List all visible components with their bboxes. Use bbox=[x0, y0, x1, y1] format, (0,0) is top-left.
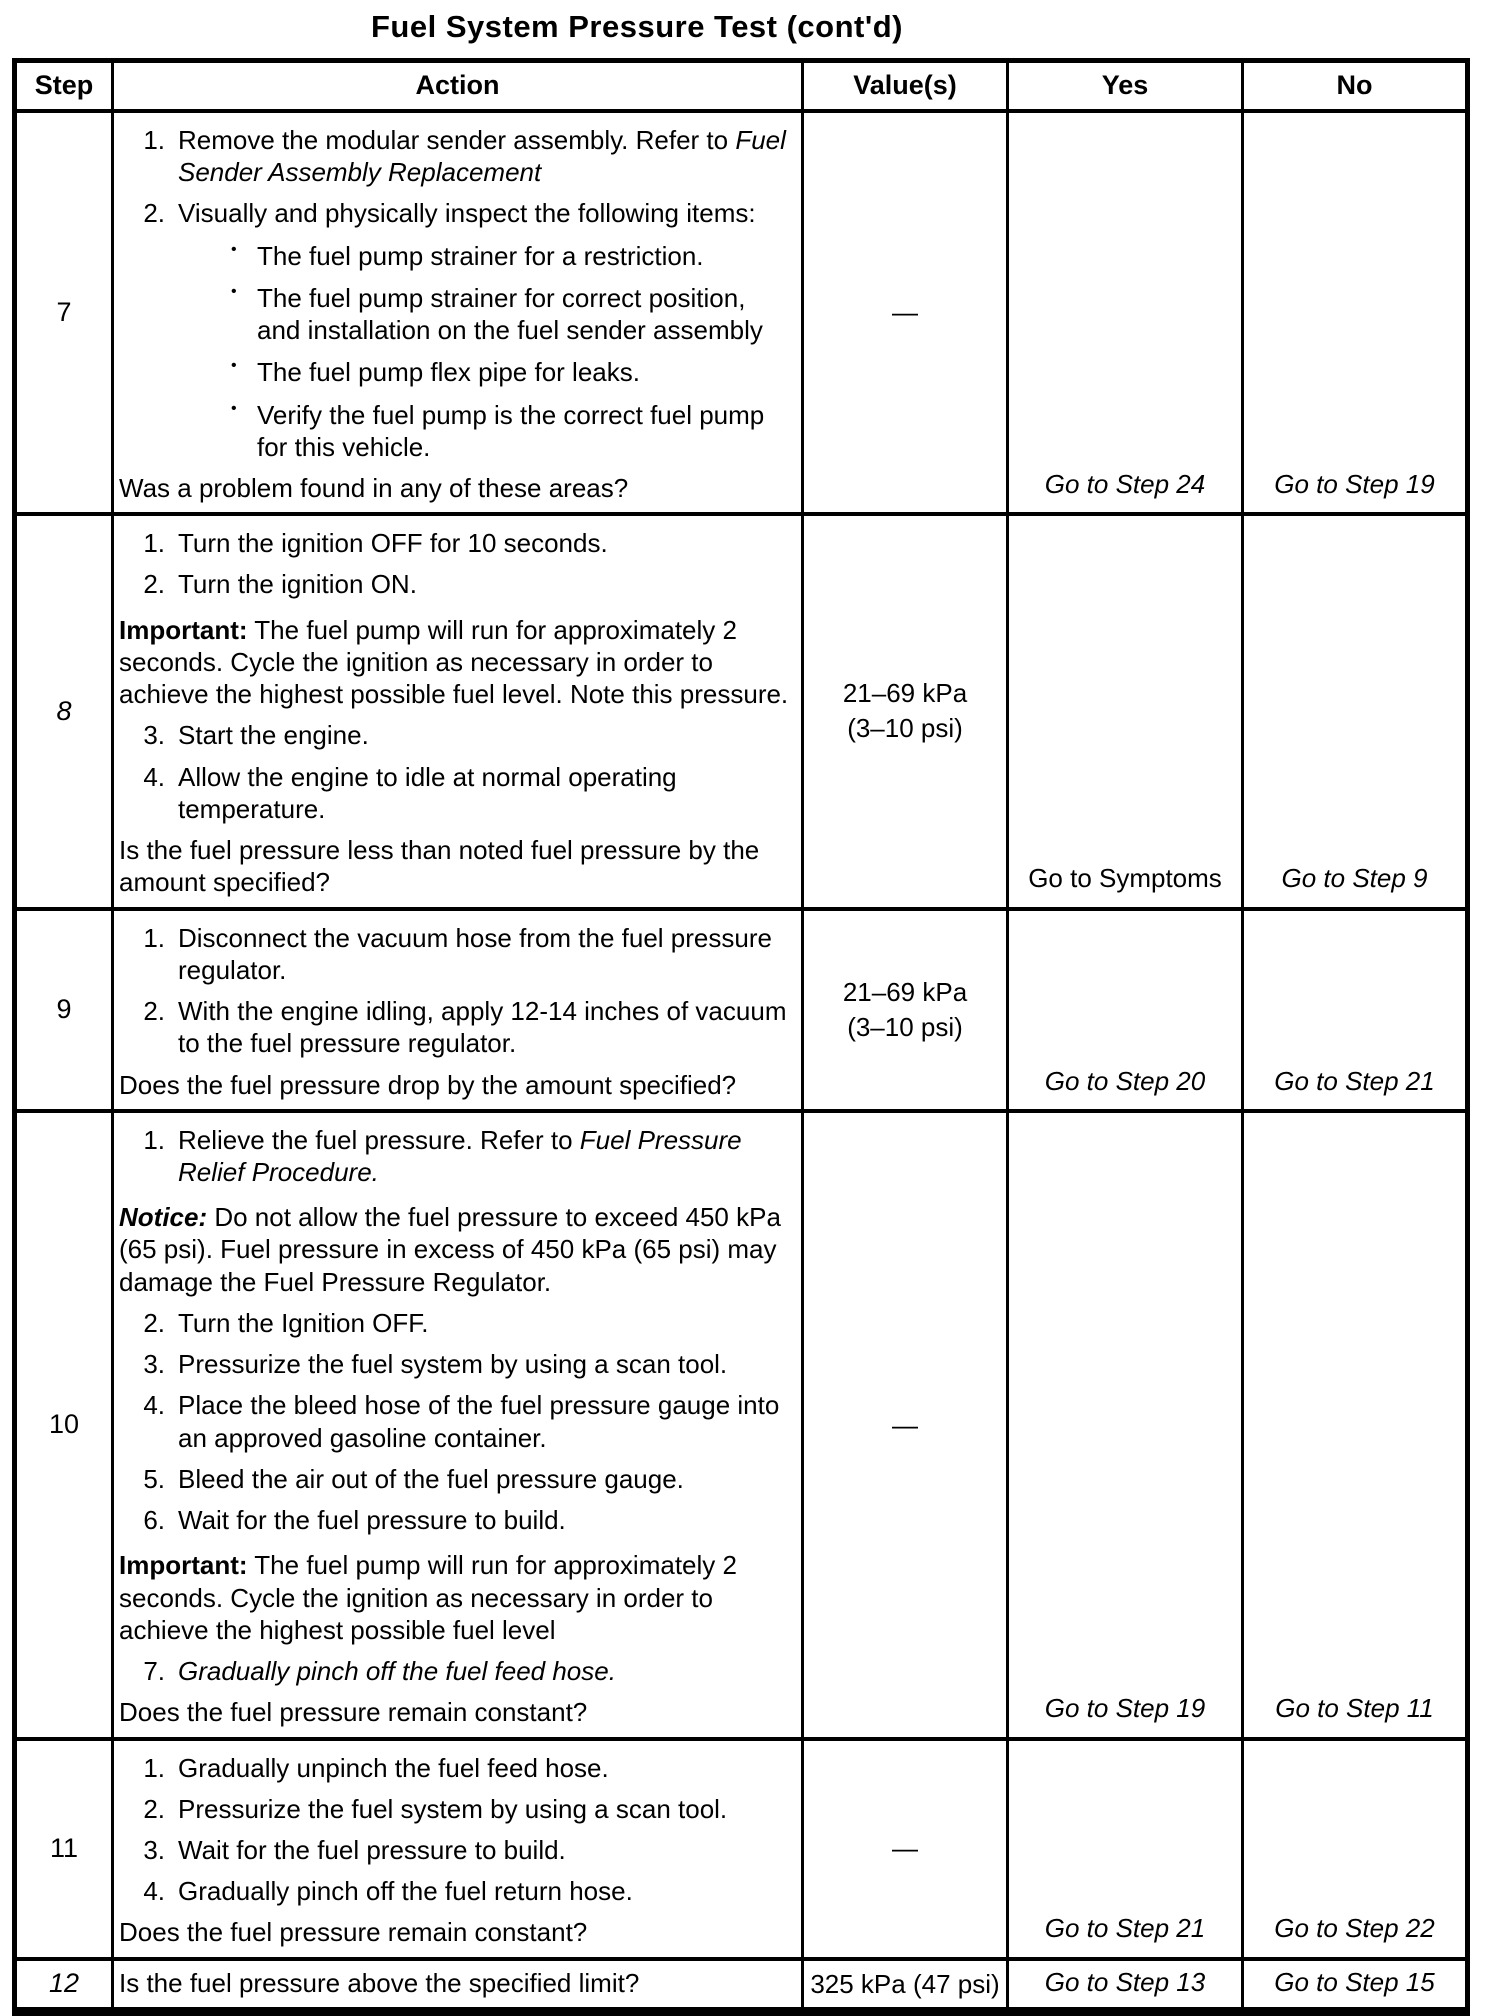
action-step-item bbox=[119, 719, 795, 751]
header-yes: Yes bbox=[1008, 61, 1243, 111]
item-text: Turn the ignition ON. bbox=[178, 569, 417, 600]
action-step-item bbox=[119, 1389, 795, 1453]
goto-step-text: Go to Step 11 bbox=[1275, 1693, 1434, 1724]
yes-cell bbox=[1008, 1111, 1243, 1739]
important-label: Important: bbox=[119, 1550, 248, 1581]
table-row bbox=[15, 909, 1468, 1111]
action-cell bbox=[113, 1739, 803, 1959]
bullet-icon: • bbox=[231, 399, 237, 417]
bullet-icon: • bbox=[231, 357, 237, 375]
important-label: Important: bbox=[119, 614, 248, 645]
no-cell bbox=[1243, 909, 1468, 1111]
important-note bbox=[119, 1549, 795, 1646]
value-text: 21–69 kPa bbox=[842, 976, 968, 1007]
goto-step-text: Go to Step 22 bbox=[1274, 1913, 1435, 1944]
no-cell bbox=[1243, 1739, 1468, 1959]
action-step-item bbox=[119, 1504, 795, 1536]
action-question: Was a problem found in any of these areas? bbox=[119, 473, 629, 504]
bullet-item bbox=[119, 356, 795, 388]
item-text: Pressurize the fuel system by using a scan tool. bbox=[178, 1349, 728, 1380]
item-text: Turn the ignition OFF for 10 seconds. bbox=[178, 528, 608, 559]
goto-step-text: Go to Step 15 bbox=[1274, 1966, 1435, 1997]
item-number: 3. bbox=[143, 720, 165, 751]
step-cell: 7 bbox=[15, 111, 113, 514]
action-step-item bbox=[119, 1348, 795, 1380]
item-number: 1. bbox=[143, 1752, 165, 1783]
page-title: Fuel System Pressure Test (cont'd) bbox=[371, 9, 903, 44]
bullet-text: The fuel pump strainer for a restriction. bbox=[257, 240, 704, 271]
values-cell bbox=[803, 1739, 1008, 1959]
bullet-text: Verify the fuel pump is the correct fuel pump for this vehicle. bbox=[257, 399, 765, 462]
action-step-item bbox=[119, 1793, 795, 1825]
step-cell: 12 bbox=[15, 1959, 113, 2012]
values-cell bbox=[803, 909, 1008, 1111]
no-cell bbox=[1243, 1959, 1468, 2012]
action-step-item bbox=[119, 1124, 795, 1188]
action-step-item bbox=[119, 1463, 795, 1495]
action-step-item bbox=[119, 922, 795, 986]
action-question: Does the fuel pressure remain constant? bbox=[119, 1697, 588, 1728]
table-row bbox=[15, 1959, 1468, 2012]
goto-step-text: Go to Step 9 bbox=[1281, 863, 1428, 894]
yes-cell bbox=[1008, 1959, 1243, 2012]
yes-cell bbox=[1008, 111, 1243, 514]
item-number: 3. bbox=[143, 1349, 165, 1380]
item-number: 1. bbox=[143, 922, 165, 953]
bullet-item bbox=[119, 240, 795, 272]
item-text: Turn the Ignition OFF. bbox=[178, 1307, 429, 1338]
item-text: Gradually pinch off the fuel return hose. bbox=[178, 1876, 633, 1907]
action-cell bbox=[113, 111, 803, 514]
no-cell bbox=[1243, 111, 1468, 514]
goto-step-text: Go to Step 19 bbox=[1274, 469, 1435, 500]
bullet-icon: • bbox=[231, 240, 237, 258]
action-question: Does the fuel pressure drop by the amount specified? bbox=[119, 1069, 737, 1100]
item-number: 7. bbox=[143, 1656, 165, 1687]
item-text: Pressurize the fuel system by using a scan tool. bbox=[178, 1793, 728, 1824]
goto-step-text: Go to Step 20 bbox=[1044, 1065, 1206, 1096]
action-cell bbox=[113, 1959, 803, 2012]
item-number: 3. bbox=[143, 1834, 165, 1865]
item-number: 5. bbox=[143, 1463, 165, 1494]
fuel-pressure-test-table bbox=[12, 58, 1470, 2015]
item-number: 4. bbox=[143, 761, 165, 792]
step-cell: 10 bbox=[15, 1111, 113, 1739]
action-step-item bbox=[119, 1875, 795, 1907]
item-number: 2. bbox=[143, 569, 165, 600]
action-step-item bbox=[119, 1834, 795, 1866]
action-cell bbox=[113, 909, 803, 1111]
goto-step-text: Go to Step 19 bbox=[1044, 1693, 1206, 1724]
bullet-text: The fuel pump strainer for correct position, and installation on the fuel sender assembly bbox=[257, 282, 763, 346]
item-text: Remove the modular sender assembly. Refer to Fuel Sender Assembly Replacement bbox=[178, 124, 786, 188]
important-text: The fuel pump will run for approximately 2 seconds. Cycle the ignition as necessary in order to achieve the highest possible fuel level. Note this pressure. bbox=[119, 614, 789, 710]
item-number: 6. bbox=[143, 1505, 165, 1536]
header-row bbox=[15, 61, 1468, 111]
no-cell bbox=[1243, 1111, 1468, 1739]
no-cell bbox=[1243, 514, 1468, 908]
item-number: 2. bbox=[143, 1793, 165, 1824]
action-cell bbox=[113, 1111, 803, 1739]
action-cell bbox=[113, 514, 803, 908]
item-text: Bleed the air out of the fuel pressure gauge. bbox=[178, 1463, 684, 1494]
item-number: 2. bbox=[143, 996, 165, 1027]
table-row bbox=[15, 111, 1468, 514]
item-text: Gradually unpinch the fuel feed hose. bbox=[178, 1752, 609, 1783]
notice-text: Do not allow the fuel pressure to exceed 450 kPa (65 psi). Fuel pressure in excess of 450 kPa (65 psi) may damage the Fuel Pressure Regulator. bbox=[119, 1202, 781, 1297]
goto-step-text: Go to Step 21 bbox=[1044, 1913, 1206, 1944]
value-dash: — bbox=[892, 1409, 918, 1440]
value-text: (3–10 psi) bbox=[847, 713, 963, 744]
value-dash: — bbox=[892, 297, 918, 328]
yes-cell bbox=[1008, 514, 1243, 908]
item-number: 1. bbox=[143, 124, 165, 155]
action-step-item bbox=[119, 197, 795, 229]
item-text: With the engine idling, apply 12-14 inches of vacuum to the fuel pressure regulator. bbox=[178, 996, 787, 1059]
item-text: Wait for the fuel pressure to build. bbox=[178, 1834, 566, 1865]
important-note bbox=[119, 614, 795, 711]
item-text: Place the bleed hose of the fuel pressure gauge into an approved gasoline container. bbox=[178, 1390, 780, 1453]
item-number: 4. bbox=[143, 1390, 165, 1421]
value-text: 21–69 kPa bbox=[842, 678, 968, 709]
goto-step-text: Go to Step 13 bbox=[1044, 1966, 1206, 1997]
bullet-text: The fuel pump flex pipe for leaks. bbox=[257, 357, 640, 388]
value-text: (3–10 psi) bbox=[847, 1011, 963, 1042]
item-text: Allow the engine to idle at normal operating temperature. bbox=[178, 761, 677, 824]
item-text: Visually and physically inspect the following items: bbox=[178, 198, 756, 229]
action-step-item bbox=[119, 527, 795, 559]
table-row bbox=[15, 1739, 1468, 1959]
yes-cell bbox=[1008, 1739, 1243, 1959]
action-step-item bbox=[119, 1655, 795, 1687]
item-text: Relieve the fuel pressure. Refer to Fuel Pressure Relief Procedure. bbox=[178, 1124, 742, 1187]
item-number: 2. bbox=[143, 1307, 165, 1338]
goto-step-text: Go to Step 24 bbox=[1044, 469, 1206, 500]
bullet-item bbox=[119, 282, 795, 346]
item-text: Wait for the fuel pressure to build. bbox=[178, 1505, 566, 1536]
manual-reference: Fuel Sender Assembly Replacement bbox=[178, 124, 786, 188]
action-step-item bbox=[119, 761, 795, 825]
item-number: 1. bbox=[143, 1124, 165, 1155]
action-question: Does the fuel pressure remain constant? bbox=[119, 1917, 588, 1948]
item-number: 2. bbox=[143, 198, 165, 229]
goto-step-text: Go to Step 21 bbox=[1274, 1065, 1435, 1096]
item-text: Start the engine. bbox=[178, 720, 369, 751]
step-cell: 11 bbox=[15, 1739, 113, 1959]
notice-label: Notice: bbox=[119, 1202, 208, 1233]
step-cell: 8 bbox=[15, 514, 113, 908]
header-values: Value(s) bbox=[803, 61, 1008, 111]
important-text: The fuel pump will run for approximately 2 seconds. Cycle the ignition as necessary in order to achieve the highest possible fuel level bbox=[119, 1550, 737, 1645]
item-text: Disconnect the vacuum hose from the fuel pressure regulator. bbox=[178, 922, 772, 985]
step-cell: 9 bbox=[15, 909, 113, 1111]
values-cell bbox=[803, 1959, 1008, 2012]
values-cell bbox=[803, 111, 1008, 514]
action-question: Is the fuel pressure less than noted fuel pressure by the amount specified? bbox=[119, 835, 760, 898]
action-step-item bbox=[119, 995, 795, 1059]
notice-note bbox=[119, 1201, 795, 1298]
table-row bbox=[15, 514, 1468, 908]
bullet-icon: • bbox=[231, 282, 237, 300]
header-action: Action bbox=[113, 61, 803, 111]
action-step-item bbox=[119, 124, 795, 188]
value-text: 325 kPa (47 psi) bbox=[810, 1968, 1000, 1999]
manual-reference: Fuel Pressure Relief Procedure. bbox=[178, 1124, 742, 1187]
action-step-item bbox=[119, 568, 795, 600]
values-cell bbox=[803, 1111, 1008, 1739]
values-cell bbox=[803, 514, 1008, 908]
header-step: Step bbox=[15, 61, 113, 111]
value-dash: — bbox=[892, 1833, 918, 1864]
item-number: 4. bbox=[143, 1876, 165, 1907]
table-row bbox=[15, 1111, 1468, 1739]
item-text: Gradually pinch off the fuel feed hose. bbox=[178, 1656, 616, 1687]
item-number: 1. bbox=[143, 528, 165, 559]
goto-step-text: Go to Symptoms bbox=[1028, 863, 1222, 894]
action-question: Is the fuel pressure above the specified limit? bbox=[119, 1967, 640, 1998]
action-step-item bbox=[119, 1752, 795, 1784]
header-no: No bbox=[1243, 61, 1468, 111]
bullet-item bbox=[119, 399, 795, 463]
yes-cell bbox=[1008, 909, 1243, 1111]
action-step-item bbox=[119, 1307, 795, 1339]
